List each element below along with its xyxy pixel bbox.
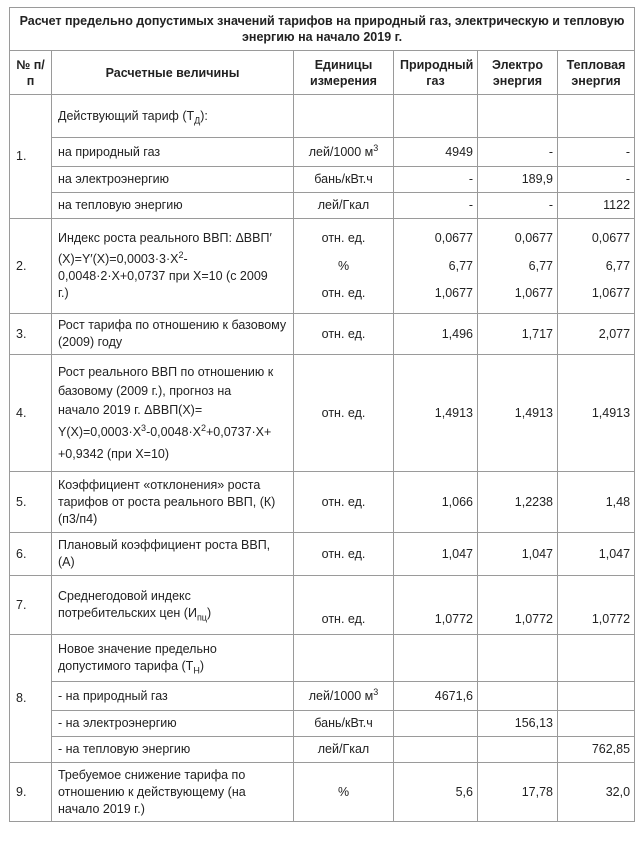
unit-cell: лей/1000 $м^3$ xyxy=(294,138,394,167)
table-row xyxy=(10,355,635,472)
row-label: Рост тарифа по отношению к базовому (2009) году xyxy=(52,314,294,355)
table-row xyxy=(10,763,635,822)
row-label: Новое значение предельно допустимого тарифа $(Т_Н)$ xyxy=(52,635,294,682)
electro-value: 1,2238 xyxy=(478,472,558,533)
electro-value: 156,13 xyxy=(478,711,558,737)
unit-cell: отн. ед. xyxy=(294,533,394,576)
heat-value: - xyxy=(558,167,635,193)
tariff-table xyxy=(9,7,635,822)
row-index: 2. xyxy=(10,219,52,314)
electro-value: 0,0677 6,77 1,0677 xyxy=(478,219,558,314)
electro-value: 189,9 xyxy=(478,167,558,193)
row-label: Требуемое снижение тарифа по отношению к действующему (на начало 2019 г.) xyxy=(52,763,294,822)
row-sublabel: - на тепловую энергию xyxy=(52,737,294,763)
table-row xyxy=(10,314,635,355)
table-row xyxy=(10,682,635,711)
row-index: 6. xyxy=(10,533,52,576)
unit-cell: лей/Гкал xyxy=(294,193,394,219)
heat-value: 0,0677 6,77 1,0677 xyxy=(558,219,635,314)
heat-value: 1,4913 xyxy=(558,355,635,472)
row-label: Рост реального ВВП по отношению к базовому (2009 г.), прогноз на начало 2019 г. ΔВВП(Х)= $Y(Х)=0,0003\cdot Х^3-0,0048\cdot Х^2+0,0737\cdot Х+$ +0,9342 (при Х=10) xyxy=(52,355,294,472)
electro-value: - xyxy=(478,138,558,167)
row-label: Действующий тариф $(Т_Д)$: xyxy=(52,95,294,138)
table-row xyxy=(10,533,635,576)
table-title: Расчет предельно допустимых значений тарифов на природный газ, электрическую и тепловую энергию на начало 2019 г. xyxy=(10,8,635,51)
electro-value: 17,78 xyxy=(478,763,558,822)
row-sublabel: на тепловую энергию xyxy=(52,193,294,219)
header-row xyxy=(10,51,635,95)
row-label: Плановый коэффициент роста ВВП, (А) xyxy=(52,533,294,576)
gas-value: 5,6 xyxy=(394,763,478,822)
gas-value: 1,496 xyxy=(394,314,478,355)
table-row xyxy=(10,472,635,533)
heat-value: 1,48 xyxy=(558,472,635,533)
table-row xyxy=(10,711,635,737)
unit-cell: лей/1000 $м^3$ xyxy=(294,682,394,711)
gas-value: 1,047 xyxy=(394,533,478,576)
gas-value: 4949 xyxy=(394,138,478,167)
unit-cell: % xyxy=(294,763,394,822)
unit-cell: лей/Гкал xyxy=(294,737,394,763)
row-label: Коэффициент «отклонения» роста тарифов от роста реального ВВП, (К) (п3/п4) xyxy=(52,472,294,533)
unit-cell: отн. ед. xyxy=(294,472,394,533)
header-electro: Электро энергия xyxy=(478,51,558,95)
table-row xyxy=(10,193,635,219)
header-num: № п/п xyxy=(10,51,52,95)
table-row xyxy=(10,737,635,763)
gas-value: - xyxy=(394,167,478,193)
row-label: Индекс роста реального ВВП: ΔВВП′ $(Х)=Y'(Х)=0,0003\cdot 3\cdot Х^2-$ 0,0048·2·Х+0,0737 при Х=10 (с 2009 г.) xyxy=(52,219,294,314)
heat-value: 1,0772 xyxy=(558,576,635,635)
unit-cell: отн. ед. xyxy=(294,576,394,635)
table-title-row xyxy=(10,8,635,51)
row-sublabel: - на электроэнергию xyxy=(52,711,294,737)
heat-value: - xyxy=(558,138,635,167)
electro-value: 1,0772 xyxy=(478,576,558,635)
header-heat: Тепловая энергия xyxy=(558,51,635,95)
gas-value: 1,4913 xyxy=(394,355,478,472)
unit-cell: бань/кВт.ч xyxy=(294,167,394,193)
gas-value: 0,0677 6,77 1,0677 xyxy=(394,219,478,314)
heat-value: 1,047 xyxy=(558,533,635,576)
heat-value: 32,0 xyxy=(558,763,635,822)
gas-value: 4671,6 xyxy=(394,682,478,711)
table-row xyxy=(10,219,635,314)
heat-value: 1122 xyxy=(558,193,635,219)
electro-value: 1,717 xyxy=(478,314,558,355)
electro-value: 1,4913 xyxy=(478,355,558,472)
table-row xyxy=(10,95,635,138)
unit-cell: отн. ед. % отн. ед. xyxy=(294,219,394,314)
row-index: 3. xyxy=(10,314,52,355)
unit-cell: бань/кВт.ч xyxy=(294,711,394,737)
unit-cell: отн. ед. xyxy=(294,314,394,355)
row-sublabel: на природный газ xyxy=(52,138,294,167)
row-sublabel: на электроэнергию xyxy=(52,167,294,193)
row-index: 5. xyxy=(10,472,52,533)
table-row xyxy=(10,167,635,193)
heat-value: 2,077 xyxy=(558,314,635,355)
row-index: 4. xyxy=(10,355,52,472)
table-row xyxy=(10,635,635,682)
header-name: Расчетные величины xyxy=(52,51,294,95)
row-index: 8. xyxy=(10,635,52,763)
heat-value: 762,85 xyxy=(558,737,635,763)
row-index: 1. xyxy=(10,95,52,219)
row-sublabel: - на природный газ xyxy=(52,682,294,711)
electro-value: - xyxy=(478,193,558,219)
unit-cell: отн. ед. xyxy=(294,355,394,472)
gas-value: - xyxy=(394,193,478,219)
gas-value: 1,066 xyxy=(394,472,478,533)
electro-value: 1,047 xyxy=(478,533,558,576)
row-index: 7. xyxy=(10,576,52,635)
table-row xyxy=(10,576,635,635)
header-gas: Природный газ xyxy=(394,51,478,95)
header-unit: Единицы измерения xyxy=(294,51,394,95)
table-row xyxy=(10,138,635,167)
row-index: 9. xyxy=(10,763,52,822)
gas-value: 1,0772 xyxy=(394,576,478,635)
row-label: Среднегодовой индекс потребительских цен $(И_{пц})$ xyxy=(52,576,294,635)
